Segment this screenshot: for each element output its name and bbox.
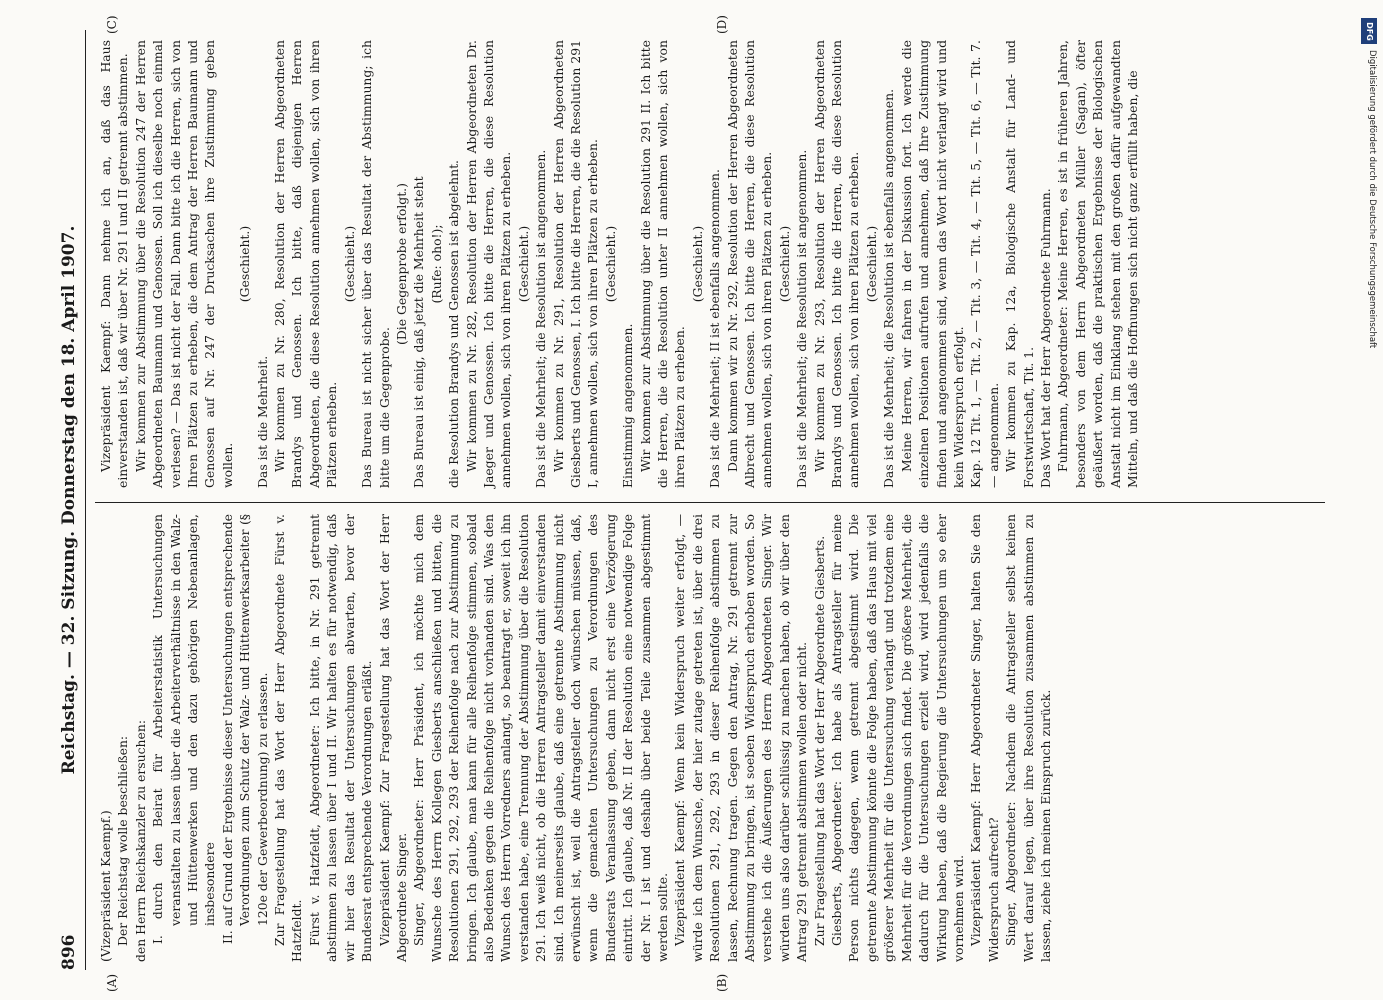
paragraph: (Geschieht.): [515, 225, 531, 303]
margin-marker-a: (A): [105, 973, 119, 992]
paragraph: Das Bureau ist einig, daß jetzt die Mehrheit steht: [411, 176, 427, 488]
paragraph: Zur Fragestellung hat das Wort der Herr Abgeordnete Fürst v. Hatzfeldt.: [272, 514, 305, 962]
paragraph: Das ist die Mehrheit.: [254, 355, 270, 488]
dfg-logo: DFG: [1361, 18, 1377, 44]
page-title: Reichstag. — 32. Sitzung. Donnerstag den 18. April 1907.: [59, 225, 79, 775]
paragraph: Giesberts, Abgeordneter: Ich habe als Antragsteller für meine Person nichts dagegen, wenn getrennt abgestimmt wird. Die getrennte Abstimmung könnte die Folge haben, daß das Haus mit viel größerer Mehrheit für die Untersuchung verlangt und trotzdem eine Mehrheit für die Verordnungen sich findet. Die größere Mehrheit, die dadurch für die Untersuchungen erzielt wird, wird jedenfalls die Wirkung haben, daß die Regierung die Untersuchungen um so eher vornehmen wird.: [829, 514, 966, 962]
paragraph: II. auf Grund der Ergebnisse dieser Untersuchungen entsprechende Verordnungen zum Schutz der Walz- und Hüttenwerksarbeiter (§ 120e der Gewerbeordnung) zu erlassen.: [219, 514, 270, 944]
paragraph: Singer, Abgeordneter: Herr Präsident, ich möchte mich dem Wunsche des Herrn Kollegen Giesberts anschließen und bitten, die Resolutionen 291, 292, 293 der Reihenfolge nach zur Abstimmung zu bringen. Ich glaube, man kann für alle Reihenfolge stimmen, sobald also Bedenken gegen die Reihenfolge nicht vorhanden sind. Was den Wunsch des Herrn Vorredners anlangt, so beantragt er, soweit ich ihn verstanden habe, eine Trennung der Abstimmung über die Resolution 291. Ich weiß nicht, ob die Herren Antragsteller damit einverstanden sind. Ich meinerseits glaube, daß eine getrennte Abstimmung nicht erwünscht ist, weil die Antragsteller doch wünschen müssen, daß, wenn die gemachten Untersuchungen zu Verordnungen des Bundesrats Veranlassung geben, dann nicht erst eine Verzögerung eintritt. Ich glaube, daß Nr. II der Resolution eine notwendige Folge der Nr. I ist und deshalb über beide Teile zusammen abgestimmt werden sollte.: [411, 514, 670, 962]
paragraph: Wir kommen zur Abstimmung über die Resolution 291 II. Ich bitte die Herren, die die Resolution unter II annehmen wollen, sich von ihren Plätzen zu erheben.: [637, 40, 688, 488]
right-text-column: [97, 40, 1141, 488]
paragraph: (Geschieht.): [341, 225, 357, 303]
paragraph: Einstimmig angenommen.: [620, 323, 636, 488]
paragraph: (Geschieht.): [237, 225, 253, 303]
margin-marker-c: (C): [105, 15, 119, 34]
document-page: [45, 0, 1335, 1000]
paragraph: Wir kommen zur Abstimmung über die Resolution 247 der Herren Abgeordneten Baumann und Genossen. Soll ich dieselbe noch einmal verlesen? — Das ist nicht der Fall. Dann bitte ich die Herren, sich von Ihren Plätzen zu erheben, die dem Antrag der Herren Baumann und Genossen auf Nr. 247 der Drucksachen ihre Zustimmung geben wollen.: [132, 40, 235, 488]
paragraph: (Rufe: oho!);: [428, 224, 444, 304]
paragraph: Das ist die Mehrheit; die Resolution ist angenommen.: [794, 149, 810, 488]
paragraph: Der Reichstag wolle beschließen:: [115, 735, 131, 946]
header-rule: [85, 30, 86, 970]
scan-sidebar: [1357, 10, 1377, 990]
margin-marker-d: (D): [715, 15, 729, 34]
paragraph: (Geschieht.): [776, 225, 792, 303]
margin-marker-b: (B): [715, 973, 729, 992]
paragraph: (Geschieht.): [602, 225, 618, 303]
paragraph: Vizepräsident Kaempf: Herr Abgeordneter Singer, halten Sie den Widerspruch aufrecht?: [968, 514, 1001, 962]
paragraph: Zur Fragestellung hat das Wort der Herr Abgeordnete Giesberts.: [811, 535, 827, 946]
paragraph: Wir kommen zu Nr. 291, Resolution der Herren Abgeordneten Giesberts und Genossen, I. Ich bitte die Herren, die die Resolution 291 I, annehmen wollen, sich von ihren Plätzen zu erheben.: [550, 40, 601, 488]
paragraph: (Die Gegenprobe erfolgt.): [393, 183, 409, 345]
paragraph: Singer, Abgeordneter: Nachdem die Antragsteller selbst keinen Wert darauf legen, über ihre Resolution zusammen abstimmen zu lassen, ziehe ich meinen Einspruch zurück.: [1003, 514, 1053, 962]
paragraph: Wir kommen zu Kap. 12a, Biologische Anstalt für Land- und Forstwirtschaft, Tit. 1.: [1003, 40, 1036, 488]
paragraph: Vizepräsident Kaempf: Zur Fragestellung hat das Wort der Herr Abgeordnete Singer.: [376, 514, 409, 962]
paragraph: (Geschieht.): [689, 225, 705, 303]
paragraph: Fuhrmann, Abgeordneter: Meine Herren, es ist in früheren Jahren, besonders von dem Herrn Abgeordneten Müller (Sagan), öfter geäußert worden, daß die praktischen Ergebnisse der Biologischen Anstalt nicht im Einklang stehen mit den großen dafür aufgewandten Mitteln, und daß die Hoffnungen sich nicht ganz erfüllt haben, die: [1055, 40, 1140, 488]
paragraph: Kap. 12 Tit. 1, — Tit. 2, — Tit. 3, — Tit. 4, — Tit. 5, — Tit. 6, — Tit. 7. — angenommen.: [968, 40, 1001, 488]
paragraph: Wir kommen zu Nr. 282, Resolution der Herren Abgeordneten Dr. Jaeger und Genossen. Ich bitte die Herren, die diese Resolution annehmen wollen, sich von ihren Plätzen zu erheben.: [463, 40, 514, 488]
page-number: 896: [59, 934, 79, 970]
page-header: [55, 30, 85, 970]
paragraph: Das Wort hat der Herr Abgeordnete Fuhrmann.: [1037, 188, 1053, 488]
funding-credit: Digitalisierung gefördert durch die Deutsche Forschungsgemeinschaft: [1367, 50, 1377, 349]
paragraph: Vizepräsident Kaempf: Wenn kein Widerspruch weiter erfolgt, — würde ich dem Wunsche, der hier zutage getreten ist, über die drei Resolutionen 291, 292, 293 in dieser Reihenfolge abstimmen zu lassen, Rechnung tragen. Gegen den Antrag, Nr. 291 getrennt zur Abstimmung zu bringen, ist soeben Widerspruch erhoben worden. So verstehe ich die Äußerungen des Herrn Abgeordneten Singer. Wir würden uns also darüber schlüssig zu machen haben, ob wir über den Antrag 291 getrennt abstimmen wollen oder nicht.: [672, 514, 810, 962]
paragraph: Fürst v. Hatzfeldt, Abgeordneter: Ich bitte, in Nr. 291 getrennt abstimmen zu lassen über I und II. Wir halten es für notwendig, daß wir hier das Resultat der Untersuchungen abwarten, bevor der Bundesrat entsprechende Verordnungen erläßt.: [306, 514, 375, 962]
paragraph: I. durch den Beirat für Arbeiterstatistik Untersuchungen veranstalten zu lassen über die Arbeiterverhältnisse in den Walz- und Hüttenwerken und den dazu gehörigen Nebenanlagen, insbesondere: [150, 514, 218, 944]
paragraph: Das ist die Mehrheit; die Resolution ist angenommen.: [533, 149, 549, 488]
paragraph: Meine Herren, wir fahren in der Diskussion fort. Ich werde die einzelnen Positionen aufrufen und annehmen, daß Ihre Zustimmung finden und angenommen sind, wenn das Wort nicht verlangt wird und kein Widerspruch erfolgt.: [898, 40, 966, 488]
paragraph: Das ist die Mehrheit; II ist ebenfalls angenommen.: [707, 169, 723, 488]
paragraph: die Resolution Brandys und Genossen ist abgelehnt.: [446, 159, 462, 488]
paragraph: Das Bureau ist nicht sicher über das Resultat der Abstimmung; ich bitte um die Gegenprobe.: [359, 40, 392, 488]
left-text-column: [97, 514, 1054, 962]
paragraph: Vizepräsident Kaempf: Dann nehme ich an, daß das Haus einverstanden ist, daß wir über Nr. 291 I und II getrennt abstimmen.: [98, 40, 131, 488]
paragraph: Wir kommen zu Nr. 280, Resolution der Herren Abgeordneten Brandys und Genossen. Ich bitte, daß diejenigen Herren Abgeordneten, die diese Resolution annehmen wollen, sich von ihren Plätzen erheben.: [272, 40, 340, 488]
paragraph: den Herrn Reichskanzler zu ersuchen:: [132, 720, 148, 962]
paragraph: (Geschieht.): [863, 225, 879, 303]
paragraph: Dann kommen wir zu Nr. 292, Resolution der Herren Abgeordneten Albrecht und Genossen. Ich bitte die Herren, die diese Resolution annehmen wollen, sich von ihren Plätzen zu erheben.: [724, 40, 775, 488]
paragraph: Wir kommen zu Nr. 293, Resolution der Herren Abgeordneten Brandys und Genossen. Ich bitte die Herren, die diese Resolution annehmen wollen, sich von ihren Plätzen zu erheben.: [811, 40, 862, 488]
paragraph: (Vizepräsident Kaempf.): [98, 810, 113, 962]
column-divider: [95, 502, 1325, 503]
rotated-page-frame: [45, 0, 1335, 1000]
paragraph: Das ist die Mehrheit; die Resolution ist ebenfalls angenommen.: [881, 88, 897, 488]
